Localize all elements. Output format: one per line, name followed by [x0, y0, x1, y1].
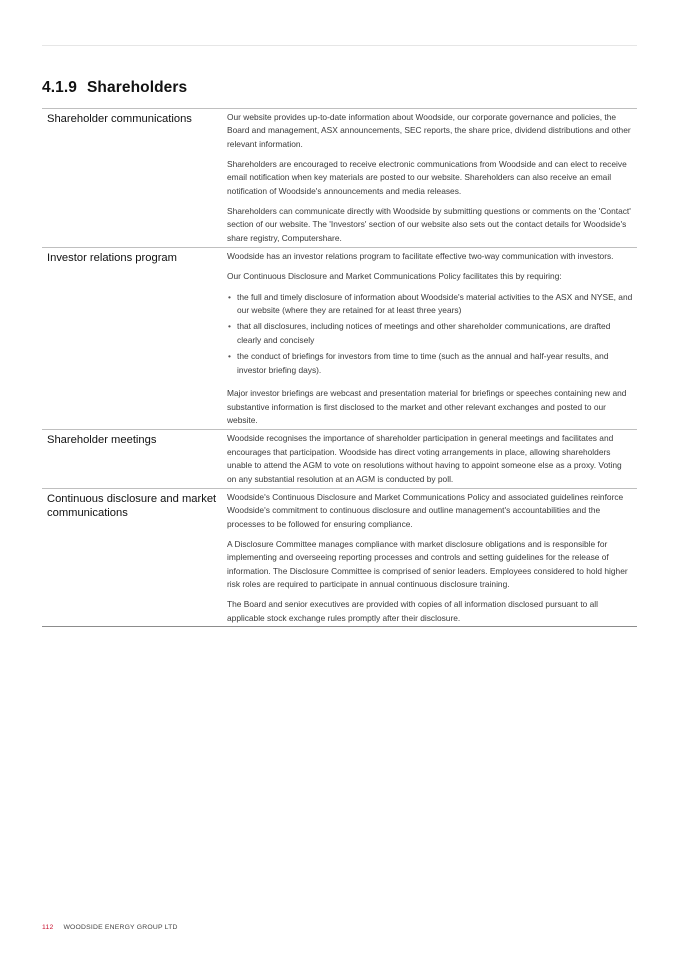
row-content — [227, 430, 637, 486]
section-number: 4.1.9 — [42, 79, 77, 96]
paragraph: A Disclosure Committee manages compliance with market disclosure obligations and is responsible for implementing and overseeing reporting processes and controls and setting guidelines for the release of information. The Disclosure Committee is comprised of senior leaders. Employees considered to hold higher risk roles are required to participate in annual continuous disclosure training. — [227, 538, 628, 590]
row-content — [227, 109, 637, 245]
paragraph: Woodside's Continuous Disclosure and Market Communications Policy and associated guidelines reinforce Woodside's commitment to continuous disclosure and outline management's accountabilities and the processes to be followed for ensuring compliance. — [227, 491, 624, 529]
top-divider — [42, 45, 637, 46]
table-row-shareholder-meetings — [42, 429, 637, 486]
paragraph: The Board and senior executives are provided with copies of all information disclosed pursuant to all applicable stock exchange rules promptly after their disclosure. — [227, 599, 599, 623]
table-row-shareholder-communications — [42, 108, 637, 245]
requirements-list — [227, 291, 633, 377]
paragraph: Our Continuous Disclosure and Market Communications Policy facilitates this by requiring: — [227, 271, 562, 282]
row-label: Shareholder communications — [47, 113, 192, 125]
row-content — [227, 248, 637, 427]
paragraph: Woodside recognises the importance of shareholder participation in general meetings and facilitates and encourages that participation. Woodside has direct voting arrangements in place, allowing shareholders unable to attend the AGM to vote on resolutions without having to appoint someone else as a proxy. Voting on any substantial resolution at an AGM is conducted by poll. — [227, 433, 622, 484]
table-row-investor-relations — [42, 247, 637, 427]
table-row-continuous-disclosure — [42, 488, 637, 627]
paragraph: Shareholders are encouraged to receive electronic communications from Woodside and can elect to receive email notification when key materials are posted to our website. Shareholders can also receive an email notification of Woodside's announcements and media releases. — [227, 159, 627, 196]
row-content — [227, 489, 637, 625]
row-label: Continuous disclosure and market communications — [47, 492, 217, 519]
list-item: • the full and timely disclosure of information about Woodside's material activities to the ASX and NYSE, and our website (where they are retained for at least three years) — [227, 291, 633, 318]
list-item: • the conduct of briefings for investors from time to time (such as the annual and half-year results, and investor briefing days). — [227, 350, 633, 377]
page-number: 112 — [42, 924, 54, 931]
section-heading — [42, 79, 187, 97]
paragraph: Shareholders can communicate directly with Woodside by submitting questions or comments on the 'Contact' section of our website. The 'Investors' section of our website also sets out the contact details for Woodside's share registry, Computershare. — [227, 206, 631, 243]
section-title: Shareholders — [86, 79, 188, 96]
governance-table — [42, 108, 637, 627]
page-footer — [42, 924, 178, 931]
paragraph: Our website provides up-to-date information about Woodside, our corporate governance and policies, the Board and management, ASX announcements, SEC reports, the share price, dividend distributions and other relevant information. — [227, 112, 631, 149]
company-name: WOODSIDE ENERGY GROUP LTD — [63, 924, 178, 931]
row-label: Shareholder meetings — [47, 434, 157, 447]
paragraph: Major investor briefings are webcast and presentation material for briefings or speeches containing new and substantive information is first disclosed to the market and other relevant exchanges and posted to our website. — [227, 388, 627, 425]
paragraph: Woodside has an investor relations program to facilitate effective two-way communication with investors. — [227, 251, 614, 262]
list-item: • that all disclosures, including notices of meetings and other shareholder communications, are drafted clearly and concisely — [227, 320, 633, 347]
row-label: Investor relations program — [47, 252, 177, 265]
